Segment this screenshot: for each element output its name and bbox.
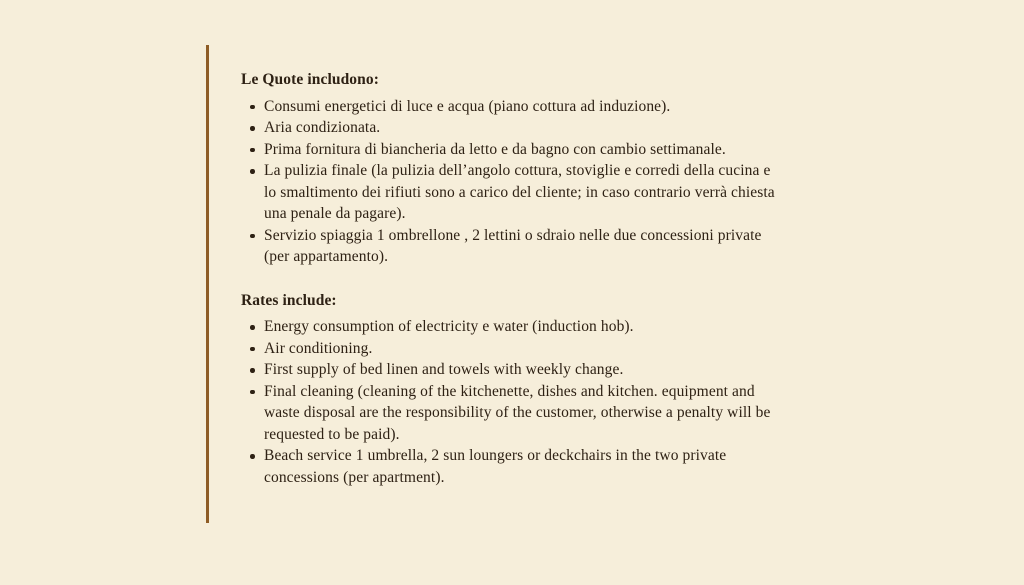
bullet-list-italian — [241, 96, 781, 268]
section-italian — [241, 69, 781, 268]
list-item: First supply of bed linen and towels with weekly change. — [264, 359, 781, 381]
list-item: La pulizia finale (la pulizia dell’angolo cottura, stoviglie e corredi della cucina e lo smaltimento dei rifiuti sono a carico del cliente; in caso contrario verrà chiesta una penale da pagare). — [264, 160, 781, 225]
list-item: Beach service 1 umbrella, 2 sun loungers or deckchairs in the two private concessions (per apartment). — [264, 445, 781, 488]
list-item: Final cleaning (cleaning of the kitchenette, dishes and kitchen. equipment and waste disposal are the responsibility of the customer, otherwise a penalty will be requested to be paid). — [264, 381, 781, 446]
section-heading-english: Rates include: — [241, 291, 337, 309]
list-item: Energy consumption of electricity e water (induction hob). — [264, 316, 781, 338]
list-item: Prima fornitura di biancheria da letto e da bagno con cambio settimanale. — [264, 139, 781, 161]
list-item: Servizio spiaggia 1 ombrellone , 2 lettini o sdraio nelle due concessioni private (per appartamento). — [264, 225, 781, 268]
rates-text-column — [209, 45, 781, 510]
list-item: Consumi energetici di luce e acqua (piano cottura ad induzione). — [264, 96, 781, 118]
bullet-list-english — [241, 316, 781, 488]
rates-info-block — [206, 45, 781, 523]
list-item: Aria condizionata. — [264, 117, 781, 139]
section-heading-italian: Le Quote includono: — [241, 71, 379, 88]
list-item: Air conditioning. — [264, 338, 781, 360]
section-english — [241, 290, 781, 489]
